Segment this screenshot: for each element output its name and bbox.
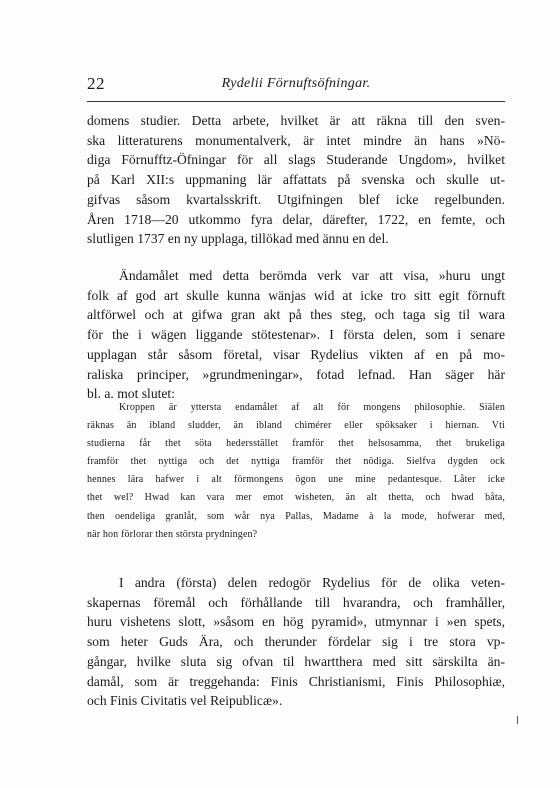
text-line: I andra (första) delen redogör Rydelius för de olika veten- — [119, 575, 505, 590]
text-line: raliska principer, »grundmeningar», fotad lefnad. Han säger här — [87, 366, 505, 382]
text-line: gifvas såsom kvartalsskrift. Utgifningen blef icke regelbunden. — [87, 191, 505, 207]
quote-line: räknas än ibland sludder, än ibland chimérer eller spöksaker i hiernan. Vti — [87, 420, 505, 432]
text-line: diga Förnufftz-Öfningar för all slags Studerande Ungdom», hvilket — [87, 152, 505, 168]
text-line: slutligen 1737 en ny upplaga, tillökad med ännu en del. — [87, 231, 389, 247]
quote-line: Kroppen är yttersta endamålet af alt för mongens philosophie. Siälen — [119, 402, 505, 413]
quote-line: hennes lära hafwer i alt förmongens ögon une mine pedantesque. Låter icke — [87, 474, 505, 486]
running-title: Rydelii Förnuftsöfningar. — [221, 76, 371, 91]
text-line: för the i wägen liggande stötestenar». I första delen, som i senare — [87, 327, 505, 343]
quote-line: när hon förlorar then största prydningen? — [87, 528, 258, 540]
text-line: huru vishetens slott, »såsom en hög pyramid», utmynnar i »en spets, — [87, 614, 505, 630]
paragraph-1 — [87, 111, 505, 249]
text-line: domens studier. Detta arbete, hvilket är att räkna till den sven- — [87, 113, 505, 128]
quote-line: framför thet nyttiga och det nyttiga framför thet nödiga. Sielfva dygden ock — [87, 456, 505, 468]
paragraph-2 — [87, 266, 505, 404]
text-line: altförwel och at gifwa gran akt på thes steg, och taga sig til wara — [87, 307, 505, 323]
text-line: damål, som är treggehanda: Finis Christianismi, Finis Philosophiæ, — [87, 673, 505, 689]
paragraph-3 — [87, 573, 505, 711]
block-quote — [87, 399, 505, 544]
text-line: gångar, hvilke sluta sig ofvan til hwartthera med sitt särskilta än- — [87, 653, 505, 669]
quote-line: thet wel? Hwad kan vara mer emot wisheten, än alt thetta, och hwad båta, — [87, 492, 505, 504]
page-number: 22 — [87, 74, 105, 93]
quote-line: studierna får thet söta hedersstället framför thet helsosamma, thet brukeliga — [87, 438, 505, 450]
quote-line: then oendeliga granlåt, som wår nya Pallas, Madame à la mode, hofwerar med, — [87, 510, 505, 522]
print-mark — [517, 716, 518, 724]
text-line: Åren 1718—20 utkommo fyra delar, därefter, 1722, en femte, och — [87, 211, 505, 227]
text-line: och Finis Civitatis vel Reipublicæ». — [87, 693, 283, 709]
header-rule — [87, 101, 505, 102]
text-line: på Karl XII:s uppmaning lär affattats på svenska och skulle ut- — [87, 172, 505, 188]
text-line: som heter Guds Ära, och therunder fördelar sig i tre stora vp- — [87, 634, 505, 650]
text-line: folk af god art skulle kunna wänjas wid at icke tro sitt egit förnuft — [87, 287, 505, 303]
text-line: Ändamålet med detta berömda verk var att visa, »huru ungt — [119, 268, 505, 283]
text-line: upplagan står såsom företal, visar Rydelius vikten af en på mo- — [87, 346, 505, 362]
text-line: skapernas föremål och förhållande till hvarandra, och framhåller, — [87, 594, 505, 610]
page-header — [87, 74, 505, 96]
text-line: ska litteraturens monumentalverk, är intet mindre än hans »Nö- — [87, 132, 505, 148]
text-line: bl. a. mot slutet: — [87, 386, 175, 402]
